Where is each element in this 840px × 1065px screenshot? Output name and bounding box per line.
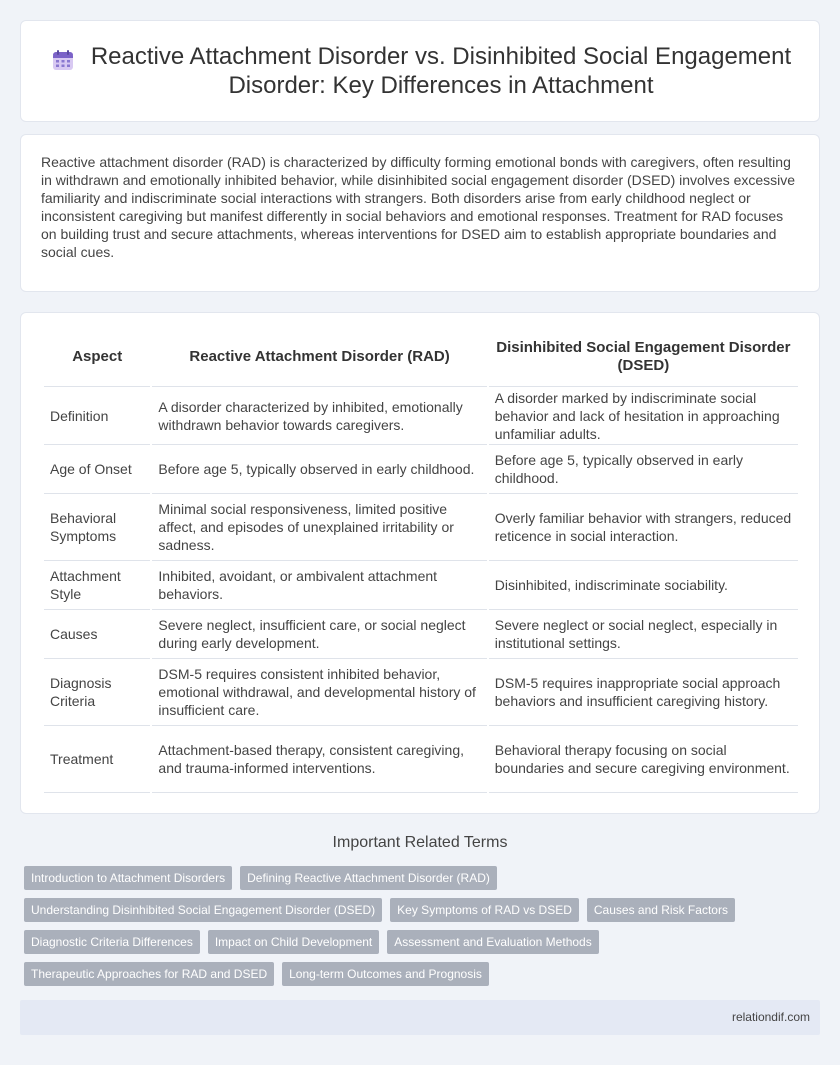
rad-cell: Severe neglect, insufficient care, or social neglect during early development. bbox=[152, 610, 486, 659]
aspect-cell: Attachment Style bbox=[44, 561, 150, 610]
tag-row bbox=[24, 930, 804, 954]
dsed-cell: DSM-5 requires inappropriate social approach behaviors and insufficient caregiving history. bbox=[489, 659, 798, 726]
table-row bbox=[44, 610, 798, 659]
related-term-tag[interactable]: Understanding Disinhibited Social Engagement Disorder (DSED) bbox=[24, 898, 382, 922]
header-aspect: Aspect bbox=[44, 328, 150, 387]
table-header-row bbox=[44, 328, 798, 387]
related-terms-title: Important Related Terms bbox=[332, 834, 508, 851]
dsed-cell: Before age 5, typically observed in early childhood. bbox=[489, 445, 798, 494]
table-row bbox=[44, 561, 798, 610]
page-title: Reactive Attachment Disorder vs. Disinhibited Social Engagement Disorder: Key Differences in Attachment bbox=[90, 43, 792, 99]
related-term-tag[interactable]: Defining Reactive Attachment Disorder (RAD) bbox=[240, 866, 497, 890]
related-term-tag[interactable]: Key Symptoms of RAD vs DSED bbox=[390, 898, 579, 922]
related-term-tag[interactable]: Assessment and Evaluation Methods bbox=[387, 930, 598, 954]
related-term-tag[interactable]: Impact on Child Development bbox=[208, 930, 379, 954]
rad-cell: A disorder characterized by inhibited, emotionally withdrawn behavior towards caregivers. bbox=[152, 387, 486, 445]
dsed-cell: A disorder marked by indiscriminate social behavior and lack of hesitation in approaching unfamiliar adults. bbox=[489, 387, 798, 445]
rad-cell: Minimal social responsiveness, limited positive affect, and episodes of unexplained irritability or sadness. bbox=[152, 494, 486, 561]
aspect-cell: Diagnosis Criteria bbox=[44, 659, 150, 726]
header-dsed: Disinhibited Social Engagement Disorder (DSED) bbox=[489, 328, 798, 387]
aspect-cell: Age of Onset bbox=[44, 445, 150, 494]
aspect-cell: Treatment bbox=[44, 726, 150, 793]
rad-cell: DSM-5 requires consistent inhibited behavior, emotional withdrawal, and developmental history of insufficient care. bbox=[152, 659, 486, 726]
tag-row bbox=[24, 962, 804, 986]
dsed-cell: Overly familiar behavior with strangers, reduced reticence in social interaction. bbox=[489, 494, 798, 561]
tag-row bbox=[24, 866, 804, 890]
tag-row bbox=[24, 898, 804, 922]
aspect-cell: Behavioral Symptoms bbox=[44, 494, 150, 561]
dsed-cell: Behavioral therapy focusing on social boundaries and secure caregiving environment. bbox=[489, 726, 798, 793]
intro-card bbox=[20, 134, 820, 292]
aspect-cell: Definition bbox=[44, 387, 150, 445]
related-term-tag[interactable]: Therapeutic Approaches for RAD and DSED bbox=[24, 962, 274, 986]
intro-text: Reactive attachment disorder (RAD) is characterized by difficulty forming emotional bonds with caregivers, often resulting in withdrawn and emotionally inhibited behavior, while disinhibited social engagement disorder (DSED) involves excessive familiarity and indiscriminate social interactions with strangers. Both disorders arise from early childhood neglect or inconsistent caregiving but manifest differently in social behaviors and emotional responses. Treatment for RAD focuses on building trust and secure attachments, whereas interventions for DSED aim to establish appropriate boundaries and social cues. bbox=[41, 154, 796, 260]
table-row bbox=[44, 726, 798, 793]
comparison-table bbox=[42, 328, 800, 793]
related-terms-tags bbox=[24, 866, 804, 994]
table-row bbox=[44, 659, 798, 726]
aspect-cell: Causes bbox=[44, 610, 150, 659]
dsed-cell: Severe neglect or social neglect, especially in institutional settings. bbox=[489, 610, 798, 659]
rad-cell: Inhibited, avoidant, or ambivalent attachment behaviors. bbox=[152, 561, 486, 610]
header-rad: Reactive Attachment Disorder (RAD) bbox=[152, 328, 486, 387]
table-row bbox=[44, 387, 798, 445]
comparison-card bbox=[20, 312, 820, 814]
table-row bbox=[44, 445, 798, 494]
rad-cell: Attachment-based therapy, consistent caregiving, and trauma-informed interventions. bbox=[152, 726, 486, 793]
related-term-tag[interactable]: Long-term Outcomes and Prognosis bbox=[282, 962, 489, 986]
related-term-tag[interactable]: Introduction to Attachment Disorders bbox=[24, 866, 232, 890]
footer bbox=[20, 1000, 820, 1035]
calendar-icon bbox=[51, 48, 75, 72]
related-term-tag[interactable]: Causes and Risk Factors bbox=[587, 898, 735, 922]
footer-site-link[interactable]: relationdif.com bbox=[731, 1010, 810, 1024]
dsed-cell: Disinhibited, indiscriminate sociability. bbox=[489, 561, 798, 610]
related-term-tag[interactable]: Diagnostic Criteria Differences bbox=[24, 930, 200, 954]
rad-cell: Before age 5, typically observed in early childhood. bbox=[152, 445, 486, 494]
header-card bbox=[20, 20, 820, 122]
table-row bbox=[44, 494, 798, 561]
